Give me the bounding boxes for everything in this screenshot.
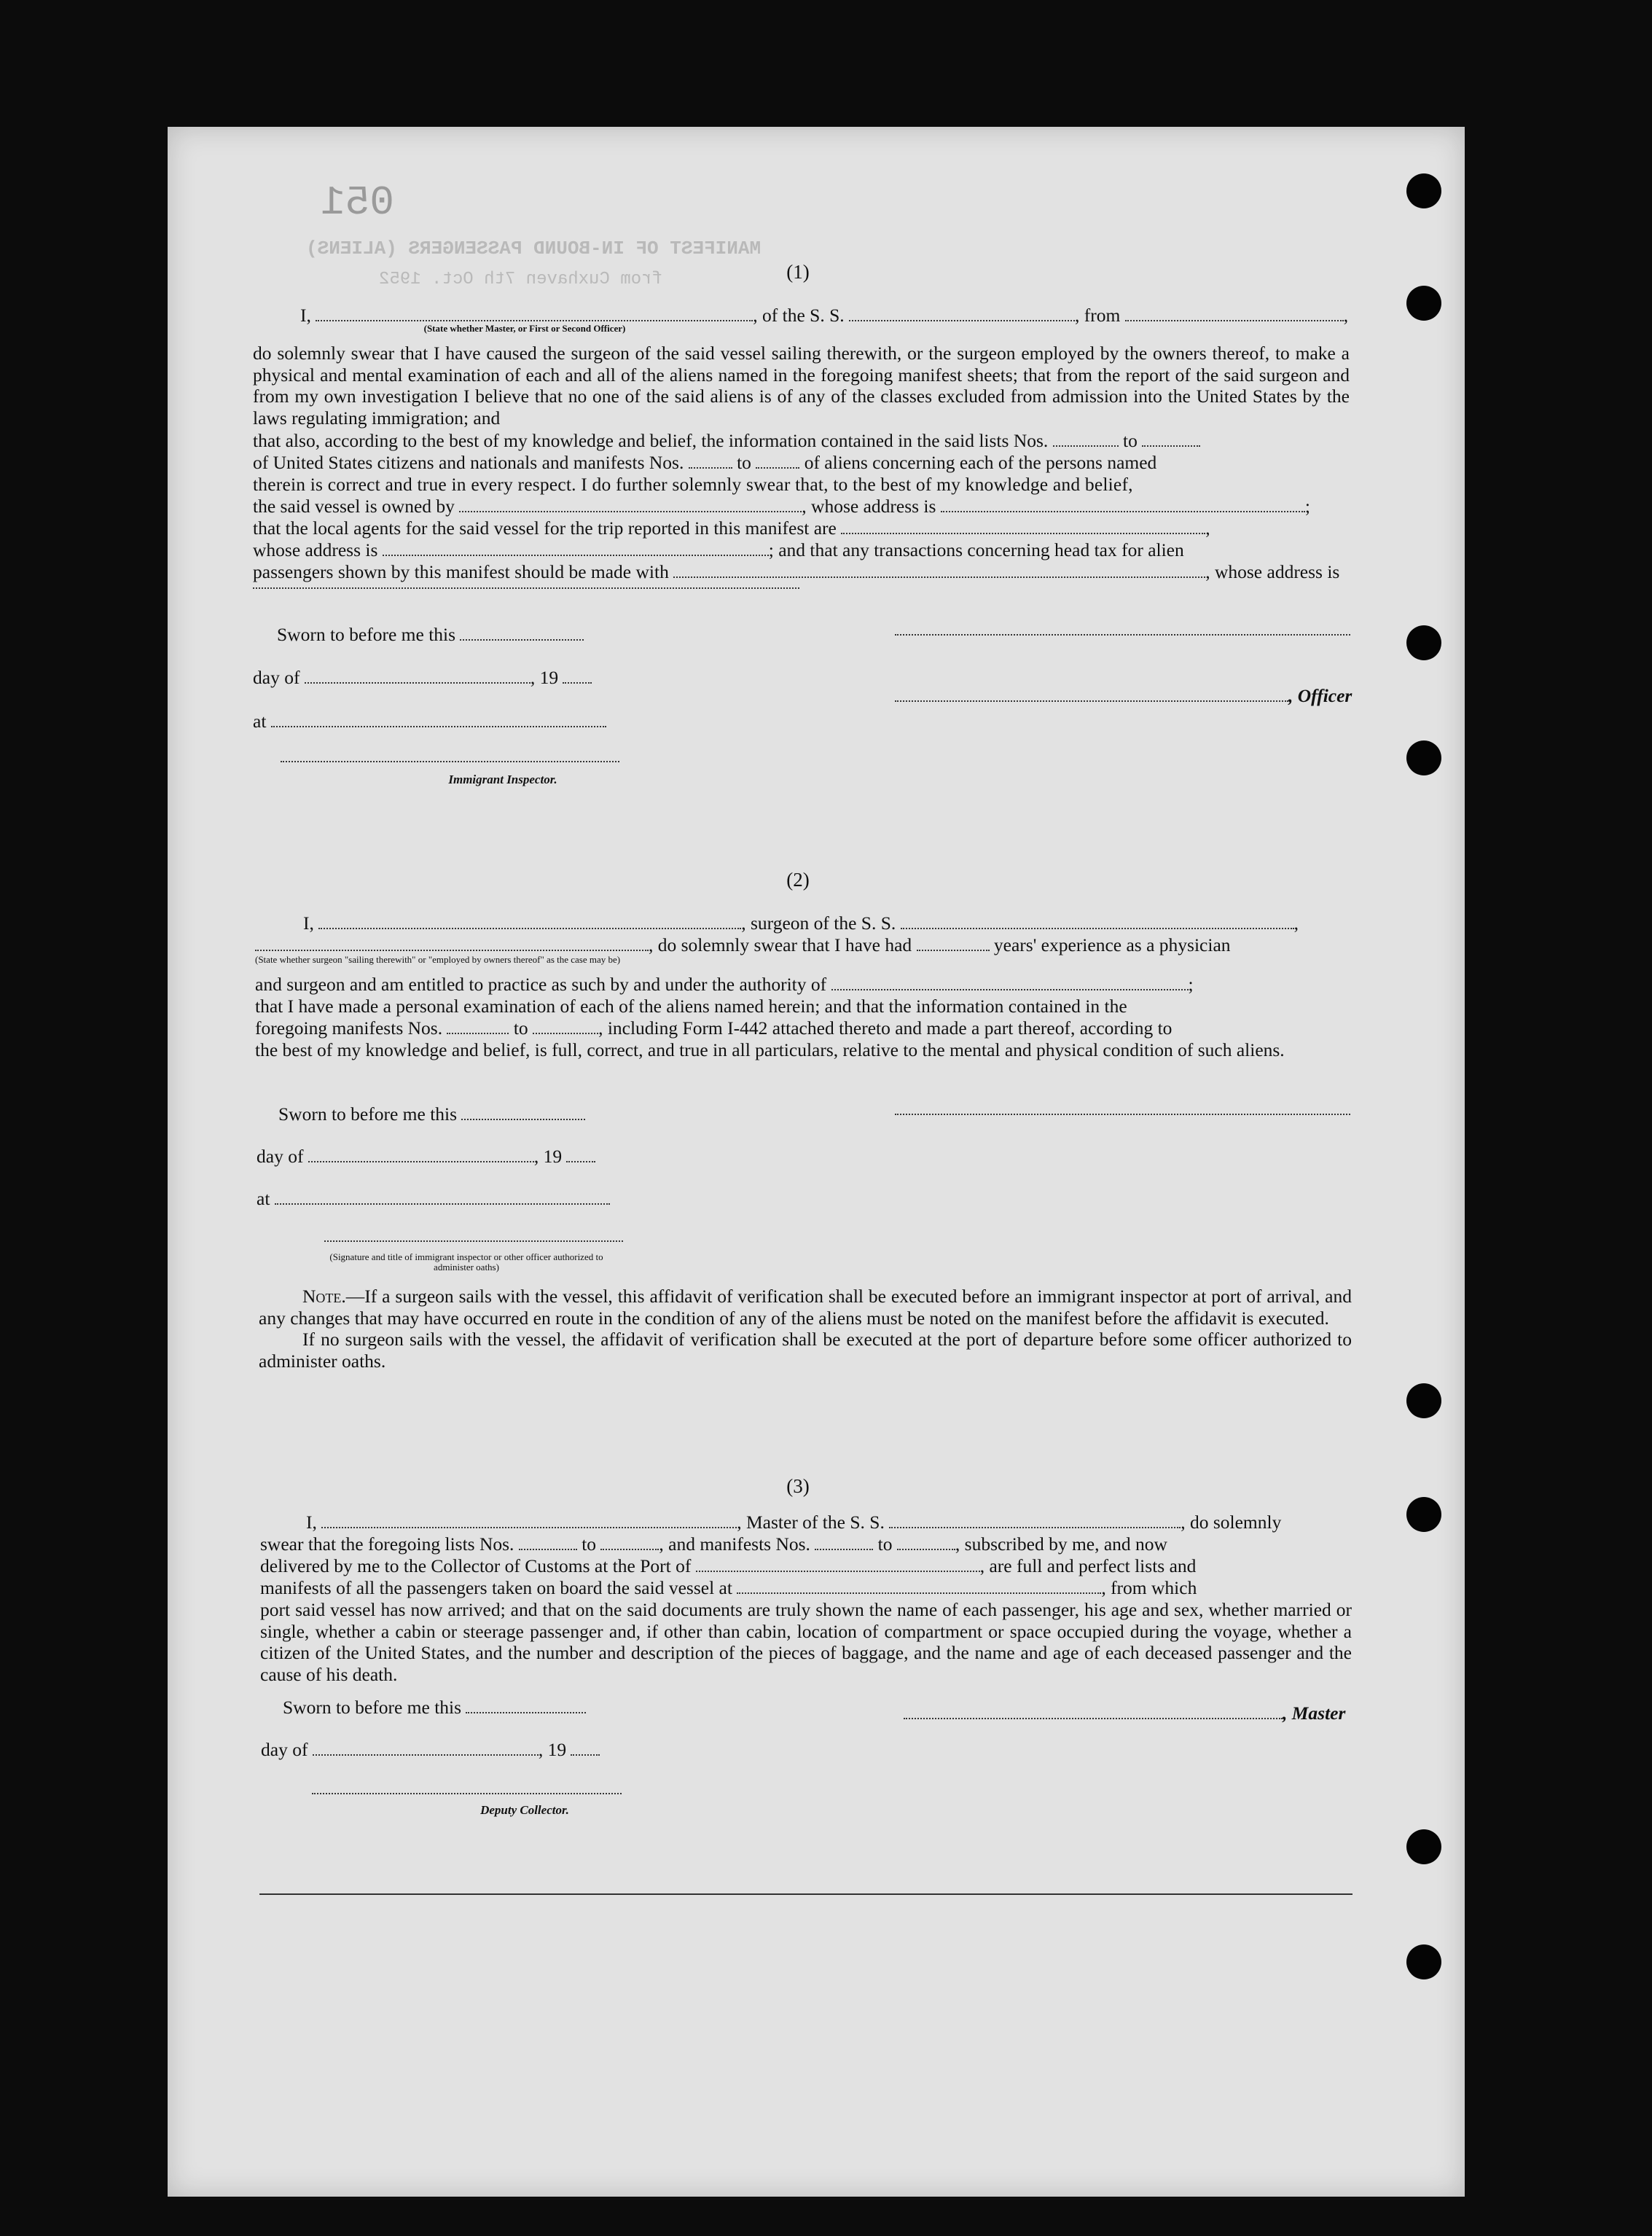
s1-body8: passengers shown by this manifest should be made with , whose address is [253, 561, 1340, 582]
s1-body5: the said vessel is owned by , whose address is ; [253, 496, 1310, 517]
s1-body3: of United States citizens and nationals and manifests Nos. to of aliens concerning each of the persons named [253, 452, 1157, 473]
s3-line3: delivered by me to the Collector of Customs at the Port of , are full and perfect lists and [260, 1555, 1197, 1576]
s2-line3: and surgeon and am entitled to practice as such by and under the authority of ; [255, 974, 1194, 995]
bottom-rule [259, 1893, 1352, 1895]
s3-body: port said vessel has now arrived; and that on the said documents are truly shown the name of each passenger, his age and sex, whether married or single, whether a cabin or steerage passenger and, if other than cabin, location of compartment or space occupied during the voyage, whether a citizen of the United States, and the number and description of the pieces of baggage, and the name and age of each deceased passenger and the cause of his death. [260, 1599, 1352, 1685]
s2-sworn: Sworn to before me this [278, 1103, 585, 1125]
s1-at: at [253, 711, 606, 732]
s1-officer: , Officer [895, 685, 1352, 707]
s2-at: at [257, 1188, 610, 1210]
binder-hole [1406, 1829, 1441, 1864]
binder-hole [1406, 286, 1441, 321]
s1-line1: I, , of the S. S. , from , [300, 305, 1349, 326]
binder-hole [1406, 1944, 1441, 1979]
s2-line6: the best of my knowledge and belief, is full, correct, and true in all particulars, relative to the mental and physical condition of such aliens. [255, 1039, 1285, 1060]
s3-line1: I, , Master of the S. S. , do solemnly [306, 1512, 1282, 1533]
s2-day: day of , 19 [257, 1146, 595, 1168]
s2-line5: foregoing manifests Nos. to , including Form I-442 attached thereto and made a part thereof, according to [255, 1017, 1173, 1039]
header-ghost-1: MANIFEST OF IN-BOUND PASSENGERS (ALIENS) [306, 238, 762, 259]
s1-officer-line-top [895, 634, 1350, 636]
s1-sworn: Sworn to before me this [277, 624, 584, 646]
s1-day: day of , 19 [253, 667, 592, 689]
s3-day: day of , 19 [261, 1739, 600, 1761]
s1-state-note: (State whether Master, or First or Second Officer) [423, 323, 626, 334]
s1-body: do solemnly swear that I have caused the surgeon of the said vessel sailing therewith, or the surgeon employed by the owners thereof, to make a physical and mental examination of each and all of the aliens named in the foregoing manifest sheets; that from the report of the said surgeon and from my own investigation I believe that no one of the said aliens is of any of the classes excluded from admission into the United States by the laws regulating immigration; and [253, 343, 1350, 429]
s2-state-note: (State whether surgeon "sailing therewith" or "employed by owners thereof" as the case may be) [255, 954, 621, 965]
binder-hole [1406, 173, 1441, 208]
s1-body6: that the local agents for the said vessel for the trip reported in this manifest are , [253, 517, 1210, 539]
s1-body2: that also, according to the best of my knowledge and belief, the information contained in the said lists Nos. to [253, 430, 1200, 452]
section-2-number: (2) [786, 869, 810, 891]
corner-number: 051 [321, 179, 394, 226]
s2-note: Note.—If a surgeon sails with the vessel, this affidavit of verification shall be executed before an immigrant inspector at port of arrival, and any changes that may have occurred en route in the condition of any of the aliens must be noted on the manifest before the affidavit is executed. If no surgeon sails with the vessel, the affidavit of verification shall be executed at the port of departure before some officer authorized to administer oaths. [259, 1286, 1352, 1372]
s1-inspector-label: Immigrant Inspector. [448, 773, 557, 786]
s2-line2: , do solemnly swear that I have had years' experience as a physician [255, 934, 1231, 956]
s3-line4: manifests of all the passengers taken on board the said vessel at , from which [260, 1577, 1197, 1598]
binder-hole [1406, 1383, 1441, 1418]
binder-hole [1406, 1497, 1441, 1532]
s3-sworn: Sworn to before me this [283, 1697, 586, 1719]
s1-body7: whose address is ; and that any transactions concerning head tax for alien [253, 539, 1184, 560]
section-3-number: (3) [786, 1475, 810, 1497]
section-1-number: (1) [786, 261, 810, 283]
binder-hole [1406, 625, 1441, 660]
s2-line1: I, , surgeon of the S. S. , [303, 912, 1299, 934]
binder-hole [1406, 740, 1441, 775]
s3-line2: swear that the foregoing lists Nos. to , and manifests Nos. to , subscribed by me, and now [260, 1533, 1167, 1555]
header-ghost-2: from Cuxhaven 7th Oct. 1952 [379, 270, 662, 289]
s2-line4: that I have made a personal examination of each of the aliens named herein; and that the information contained in the [255, 996, 1127, 1017]
s2-sig-note: (Signature and title of immigrant inspector or other officer authorized to administer oaths) [329, 1251, 603, 1273]
s1-body4: therein is correct and true in every respect. I do further solemnly swear that, to the best of my knowledge and belief, [253, 474, 1133, 495]
s3-deputy-label: Deputy Collector. [480, 1803, 569, 1817]
s3-master: , Master [904, 1703, 1345, 1724]
